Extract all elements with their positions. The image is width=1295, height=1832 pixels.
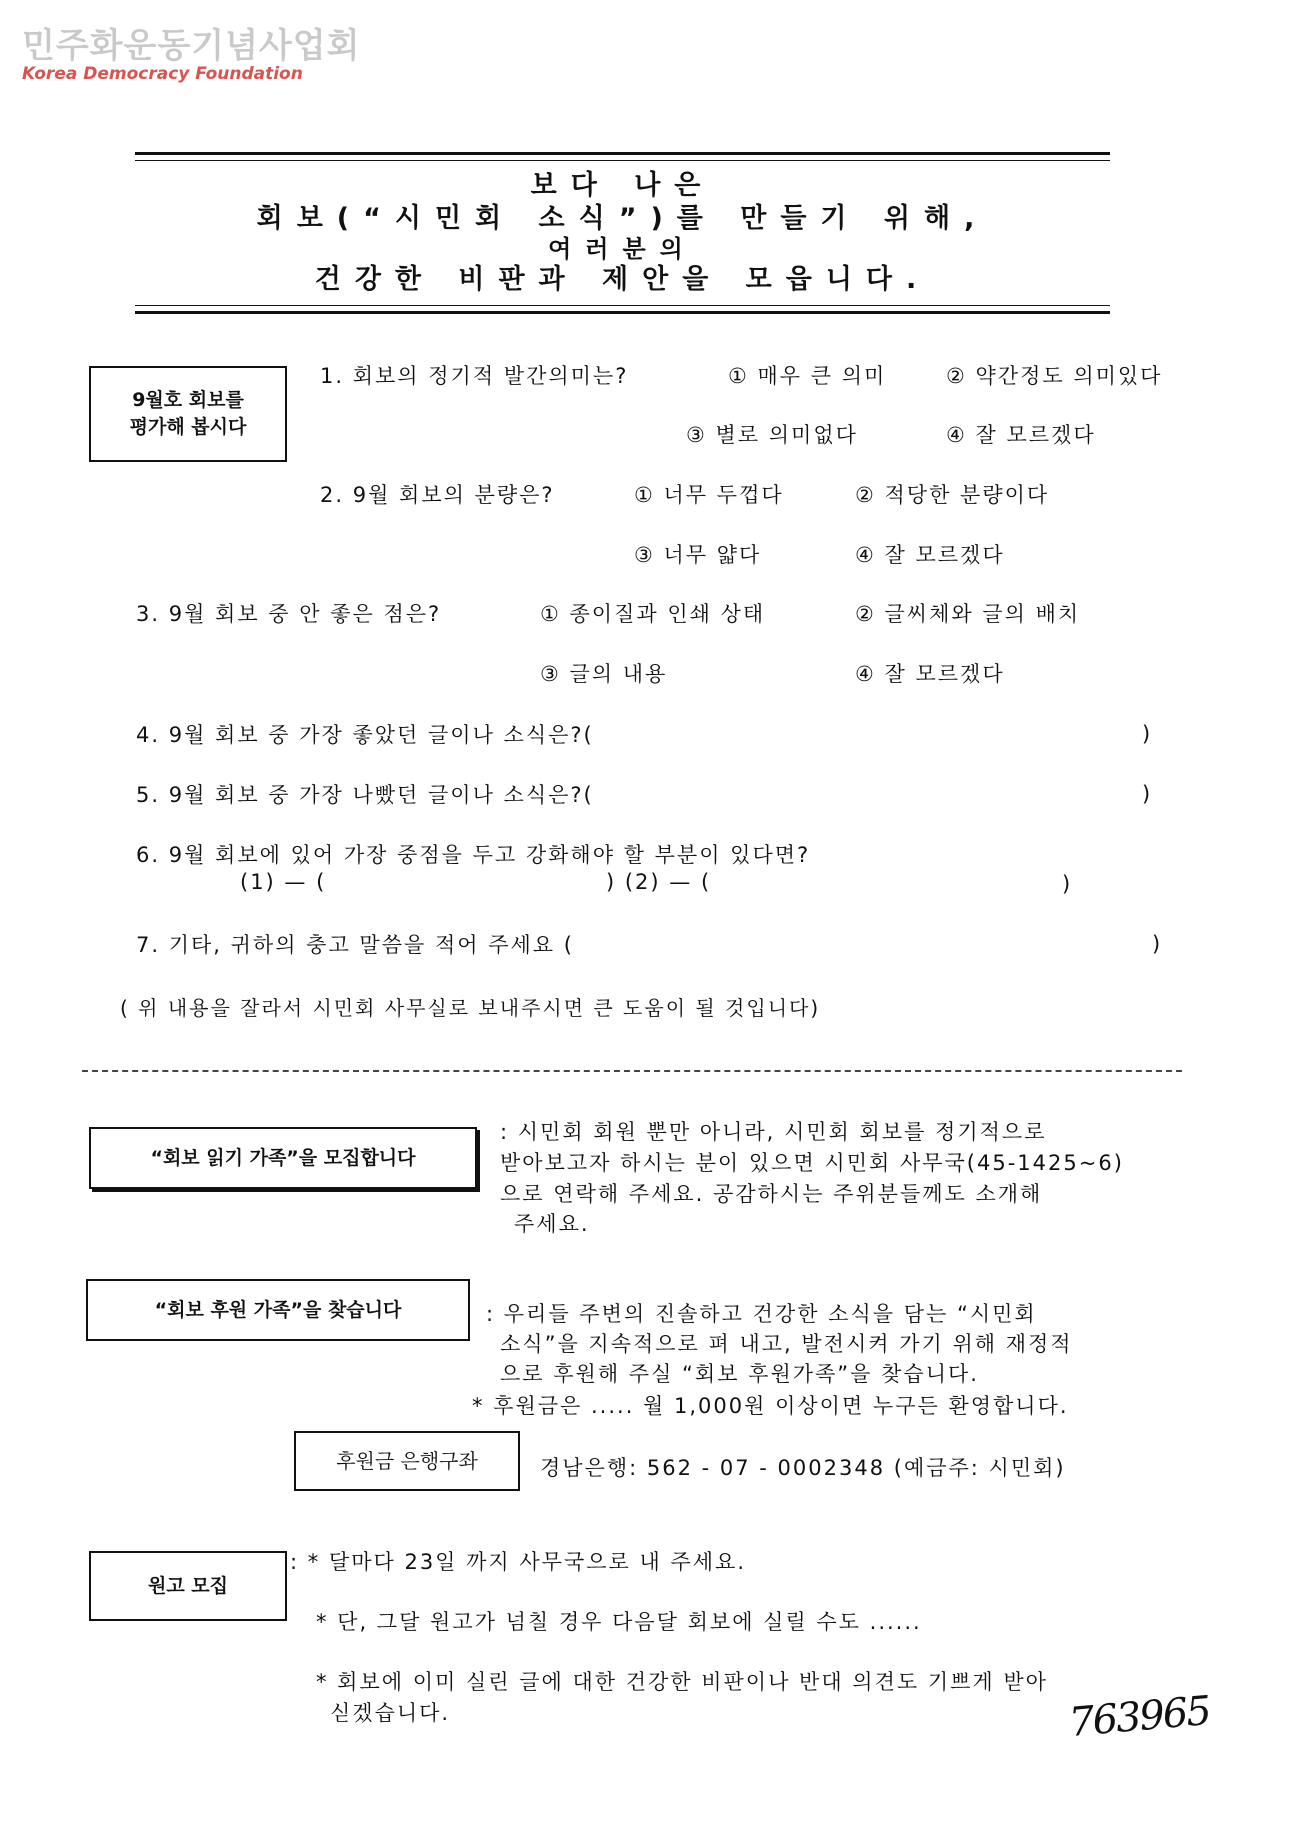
handwritten-number: 763965 xyxy=(1067,1687,1212,1747)
reader-family-line-3: 으로 연락해 주세요. 공감하시는 주위분들께도 소개해 xyxy=(500,1182,1043,1206)
reader-family-line-2: 받아보고자 하시는 분이 있으면 시민회 사무국(45-1425~6) xyxy=(500,1151,1124,1175)
question-4-close-paren: ) xyxy=(1142,722,1153,746)
evaluation-box-line-2: 평가해 봅시다 xyxy=(129,416,247,438)
title-line-1: 보다 나은 xyxy=(530,170,715,201)
question-3-option-3: ③ 글의 내용 xyxy=(540,662,668,686)
manuscript-line-2: * 단, 그달 원고가 넘칠 경우 다음달 회보에 실릴 수도 ...... xyxy=(316,1610,922,1634)
reader-family-box xyxy=(89,1127,477,1189)
question-1-option-2: ② 약간정도 의미있다 xyxy=(946,364,1163,388)
manuscript-line-4: 싣겠습니다. xyxy=(330,1701,451,1725)
sponsor-family-line-2: 소식”을 지속적으로 펴 내고, 발전시켜 가기 위해 재정적 xyxy=(500,1332,1073,1356)
question-1-option-4: ④ 잘 모르겠다 xyxy=(946,423,1096,447)
sponsor-family-box xyxy=(86,1279,470,1341)
question-2-option-3: ③ 너무 얇다 xyxy=(634,543,762,567)
question-2: 2. 9월 회보의 분량은? xyxy=(320,483,555,507)
sponsor-family-box-label: “회보 후원 가족”을 찾습니다 xyxy=(154,1298,402,1321)
question-7-close-paren: ) xyxy=(1152,932,1163,956)
question-2-option-1: ① 너무 두껍다 xyxy=(634,483,784,507)
question-1-option-1: ① 매우 큰 의미 xyxy=(728,364,887,388)
question-6-part-2: ) (2) — ( xyxy=(606,870,712,894)
question-6-close-paren: ) xyxy=(1062,872,1073,896)
question-3-option-1: ① 종이질과 인쇄 상태 xyxy=(540,602,766,626)
manuscript-box-label: 원고 모집 xyxy=(147,1574,229,1597)
watermark-english: Korea Democracy Foundation xyxy=(22,64,303,84)
evaluation-box-line-1: 9월호 회보를 xyxy=(132,389,244,411)
cut-line xyxy=(82,1070,1182,1072)
question-1: 1. 회보의 정기적 발간의미는? xyxy=(320,364,629,388)
question-5: 5. 9월 회보 중 가장 나빴던 글이나 소식은?( xyxy=(136,783,594,807)
sponsor-family-line-1: : 우리들 주변의 진솔하고 건강한 소식을 담는 “시민회 xyxy=(486,1302,1037,1326)
reader-family-line-4: 주세요. xyxy=(514,1212,590,1236)
evaluation-box xyxy=(89,366,287,462)
title-line-4: 건강한 비판과 제안을 모읍니다. xyxy=(314,264,931,295)
cutout-note: ( 위 내용을 잘라서 시민회 사무실로 보내주시면 큰 도움이 될 것입니다) xyxy=(120,996,821,1020)
question-7: 7. 기타, 귀하의 충고 말씀을 적어 주세요 ( xyxy=(136,933,574,957)
title-line-2: 회보(“시민회 소식”)를 만들기 위해, xyxy=(256,203,989,234)
manuscript-box xyxy=(89,1551,287,1621)
bank-account: 경남은행: 562 - 07 - 0002348 (예금주: 시민회) xyxy=(540,1456,1066,1480)
question-6: 6. 9월 회보에 있어 가장 중점을 두고 강화해야 할 부분이 있다면? xyxy=(136,843,811,867)
title-bottom-rule-thin xyxy=(135,305,1110,306)
manuscript-line-3: * 회보에 이미 실린 글에 대한 건강한 비판이나 반대 의견도 기쁘게 받아 xyxy=(316,1670,1048,1694)
question-6-part-1: (1) — ( xyxy=(240,870,327,894)
question-4: 4. 9월 회보 중 가장 좋았던 글이나 소식은?( xyxy=(136,723,594,747)
title-line-3: 여러분의 xyxy=(548,235,697,263)
title-top-rule-thin xyxy=(135,160,1110,161)
question-2-option-2: ② 적당한 분량이다 xyxy=(855,483,1050,507)
title-bottom-rule xyxy=(135,311,1110,314)
sponsor-family-line-4: * 후원금은 ..... 월 1,000원 이상이면 누구든 환영합니다. xyxy=(472,1394,1069,1418)
title-top-rule xyxy=(135,152,1110,155)
question-2-option-4: ④ 잘 모르겠다 xyxy=(855,543,1005,567)
question-5-close-paren: ) xyxy=(1142,782,1153,806)
reader-family-box-label: “회보 읽기 가족”을 모집합니다 xyxy=(150,1146,416,1169)
bank-label: 후원금 은행구좌 xyxy=(336,1448,478,1473)
bank-label-box xyxy=(294,1431,520,1491)
question-3-option-4: ④ 잘 모르겠다 xyxy=(855,662,1005,686)
sponsor-family-line-3: 으로 후원해 주실 “회보 후원가족”을 찾습니다. xyxy=(500,1362,979,1386)
manuscript-line-1: : * 달마다 23일 까지 사무국으로 내 주세요. xyxy=(290,1550,746,1574)
question-1-option-3: ③ 별로 의미없다 xyxy=(686,423,858,447)
reader-family-line-1: : 시민회 회원 뿐만 아니라, 시민회 회보를 정기적으로 xyxy=(500,1120,1047,1144)
question-3-option-2: ② 글씨체와 글의 배치 xyxy=(855,602,1081,626)
question-3: 3. 9월 회보 중 안 좋은 점은? xyxy=(136,602,442,626)
watermark-korean: 민주화운동기념사업회 xyxy=(22,26,361,66)
